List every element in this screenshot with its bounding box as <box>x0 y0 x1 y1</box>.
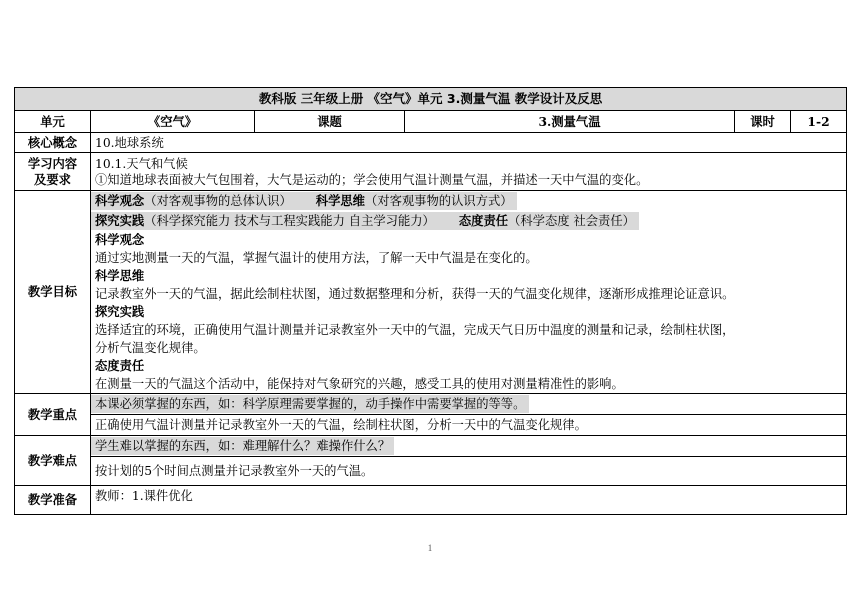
learning-line1: 10.1.天气和气候 <box>95 156 188 171</box>
attitude-tag-desc: （科学态度 社会责任） <box>508 214 635 228</box>
inquiry-tag-desc: （科学探究能力 技术与工程实践能力 自主学习能力） <box>144 214 435 228</box>
objectives-label: 教学目标 <box>15 191 91 394</box>
sci-concept-tag <box>91 192 517 210</box>
sci-thinking-tag-desc: （对客观事物的认识方式） <box>364 194 513 208</box>
hours-label: 课时 <box>735 111 791 133</box>
difficult-points-content: 按计划的5个时间点测量并记录教室外一天的气温。 <box>91 457 847 486</box>
core-concept-value: 10.地球系统 <box>91 133 847 153</box>
lesson-plan-table <box>14 87 847 515</box>
objective-text-inquiry-1: 选择适宜的环境，正确使用气温计测量并记录教室外一天中的气温，完成天气日历中温度的测量和记录，绘制柱状图， <box>95 323 735 337</box>
learning-label <box>15 153 91 191</box>
objectives-content <box>91 191 847 394</box>
objective-text-attitude: 在测量一天的气温这个活动中，能保持对气象研究的兴趣，感受工具的使用对测量精准性的影响。 <box>95 377 624 391</box>
sci-thinking-tag-bold: 科学思维 <box>315 193 365 208</box>
topic-value: 3.测量气温 <box>405 111 735 133</box>
objectives-items <box>95 231 842 393</box>
objective-heading-concept: 科学观念 <box>95 232 145 247</box>
objectives-header-row1 <box>91 191 846 211</box>
objectives-header-row2 <box>91 211 846 231</box>
page-number: 1 <box>427 543 433 553</box>
sci-concept-tag-desc: （对客观事物的总体认识） <box>144 194 292 208</box>
learning-line2: ①知道地球表面被大气包围着，大气是运动的；学会使用气温计测量气温，并描述一天中气温的变化。 <box>95 172 649 187</box>
key-points-label: 教学重点 <box>15 394 91 436</box>
attitude-tag-bold: 态度责任 <box>458 213 509 228</box>
difficult-points-label: 教学难点 <box>15 436 91 486</box>
key-points-content: 正确使用气温计测量并记录教室外一天的气温，绘制柱状图，分析一天中的气温变化规律。 <box>91 415 847 436</box>
objective-heading-attitude: 态度责任 <box>95 358 145 373</box>
unit-value: 《空气》 <box>91 111 255 133</box>
objective-text-thinking: 记录教室外一天的气温，据此绘制柱状图，通过数据整理和分析，获得一天的气温变化规律，逐渐形成推理论证意识。 <box>95 287 735 301</box>
difficult-points-hint: 学生难以掌握的东西，如：难理解什么？难操作什么？ <box>91 437 394 455</box>
key-points-hint-cell <box>91 394 847 415</box>
preparation-label: 教学准备 <box>15 486 91 515</box>
difficult-points-hint-cell <box>91 436 847 457</box>
inquiry-tag <box>91 212 639 230</box>
hours-value: 1-2 <box>791 111 847 133</box>
key-points-hint: 本课必须掌握的东西，如：科学原理需要掌握的，动手操作中需要掌握的等等。 <box>91 395 529 413</box>
objective-text-inquiry-2: 分析气温变化规律。 <box>95 341 206 355</box>
core-concept-label: 核心概念 <box>15 133 91 153</box>
unit-label: 单元 <box>15 111 91 133</box>
learning-content <box>91 153 847 191</box>
sci-concept-tag-bold: 科学观念 <box>95 193 145 208</box>
topic-label: 课题 <box>255 111 405 133</box>
objective-heading-inquiry: 探究实践 <box>95 304 145 319</box>
objective-text-concept: 通过实地测量一天的气温，掌握气温计的使用方法，了解一天中气温是在变化的。 <box>95 251 538 265</box>
objective-heading-thinking: 科学思维 <box>95 268 145 283</box>
learning-label-line1: 学习内容 <box>27 155 78 171</box>
learning-label-line2: 及要求 <box>34 171 71 187</box>
document-title: 教科版 三年级上册 《空气》单元 3.测量气温 教学设计及反思 <box>15 88 847 111</box>
preparation-content: 教师：1.课件优化 <box>91 486 847 515</box>
inquiry-tag-bold: 探究实践 <box>95 213 145 228</box>
